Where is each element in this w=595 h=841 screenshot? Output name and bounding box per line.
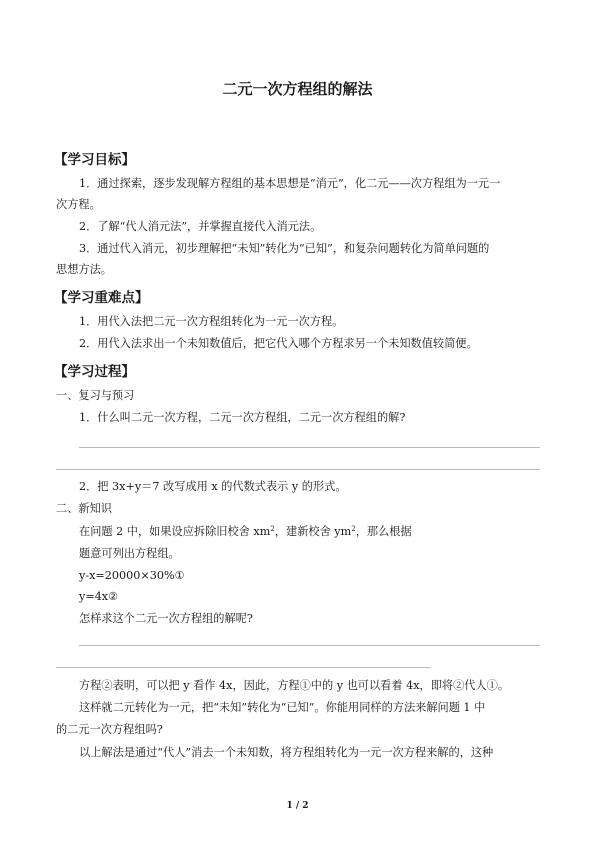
goal-3-line-2: 思想方法。 xyxy=(56,263,112,276)
explanation-line-1: 方程②表明，可以把 y 看作 4x，因此，方程①中的 y 也可以看着 4x，即将②代人①。 xyxy=(79,679,510,692)
question-2: 2．把 3x+y＝7 改写成用 x 的代数式表示 y 的形式。 xyxy=(79,480,347,493)
answer-line-4 xyxy=(56,667,431,668)
document-title: 二元一次方程组的解法 xyxy=(222,80,373,98)
goal-2: 2．了解“代人消元法”，并掌握直接代入消元法。 xyxy=(79,220,322,233)
heading-key-points: 【学习重难点】 xyxy=(54,290,149,306)
new-knowledge-question: 怎样求这个二元一次方程组的解呢? xyxy=(79,612,253,625)
page-number: 1 / 2 xyxy=(286,801,309,811)
question-1: 1．什么叫二元一次方程，二元一次方程组，二元一次方程组的解? xyxy=(79,411,406,424)
explanation-line-4: 以上解法是通过“代人”消去一个未知数，将方程组转化为一元一次方程来解的，这种 xyxy=(79,746,494,759)
new-knowledge-line-2: 题意可列出方程组。 xyxy=(79,547,180,560)
key-point-2: 2．用代入法求出一个未知数值后，把它代入哪个方程求另一个未知数值较简便。 xyxy=(79,337,478,350)
new-knowledge-line-1: 在问题 2 中，如果设应拆除旧校舍 $xm^2$，建新校舍 $ym^2$，那么根据 xyxy=(79,525,412,538)
goal-1-line-2: 次方程。 xyxy=(56,198,101,211)
key-point-1: 1．用代入法把二元一次方程组转化为一元一次方程。 xyxy=(79,315,344,328)
part-review-title: 一、复习与预习 xyxy=(56,389,135,402)
explanation-line-3: 的二元一次方程组吗? xyxy=(56,723,163,736)
answer-line-2 xyxy=(56,469,540,470)
heading-learning-process: 【学习过程】 xyxy=(54,364,135,380)
answer-line-1 xyxy=(79,447,540,448)
answer-line-3 xyxy=(79,645,540,646)
equation-1: y-x=20000×30%① xyxy=(79,569,185,582)
heading-learning-goals: 【学习目标】 xyxy=(54,152,135,168)
explanation-line-2: 这样就二元转化为一元，把“未知”转化为“已知”。你能用同样的方法来解问题 1 中 xyxy=(79,701,486,714)
goal-3-line-1: 3．通过代入消元，初步理解把“未知”转化为“已知”，和复杂问题转化为简单问题的 xyxy=(79,242,490,255)
goal-1-line-1: 1．通过探索，逐步发现解方程组的基本思想是“消元”，化二元——次方程组为一元一 xyxy=(79,177,501,190)
equation-2: y=4x② xyxy=(79,590,119,603)
part-new-knowledge-title: 二、新知识 xyxy=(56,502,112,515)
